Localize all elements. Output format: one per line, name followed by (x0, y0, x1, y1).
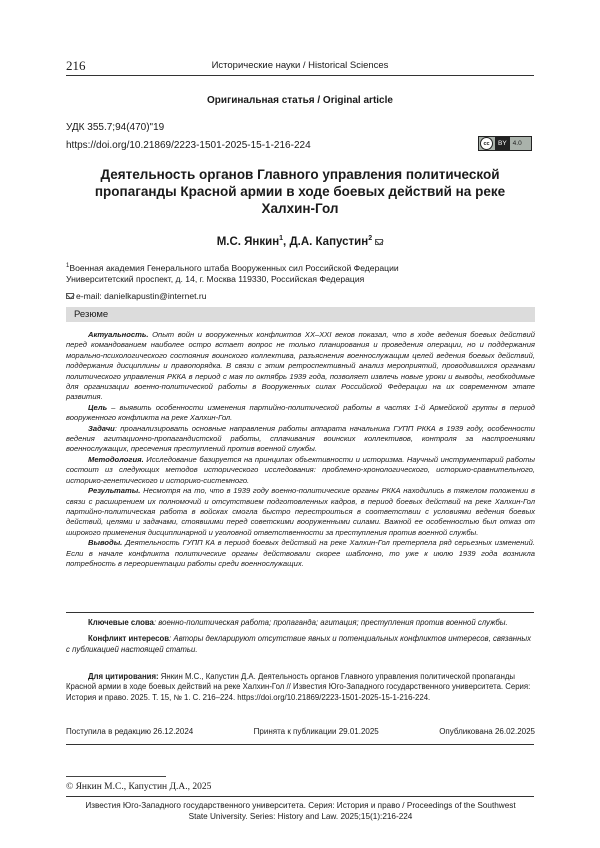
footer-line: State University. Series: History and Law. 2025;15(1):216-224 (188, 812, 413, 821)
abstract-rule (66, 612, 534, 613)
section-text: Опыт войн и вооруженных конфликтов XX–XXI веков показал, что в ходе ведения боевых действий перед командованием наиболее остро встает вопрос не только планирования и проведения операции, но и поддержания морально-психологического состояния воинского коллектива, разъяснения военнослужащим целей ведения боевых действий, поддержания дисциплины и правопорядка. В связи с этим ретроспективный анализ мероприятий, проводившихся органами политического управления РККА в период с мая по октябрь 1939 года, позволяет извлечь новые уроки и выводы, необходимые для организации военно-политической работы в Вооруженных силах Российской Федерации на их современном этапе развития. (66, 330, 535, 402)
footer-line: Известия Юго-Западного государственного университета. Серия: История и право / Proceedings of the Southwest (85, 801, 516, 810)
date-received: Поступила в редакцию 26.12.2024 (66, 727, 194, 736)
abstract-body (66, 330, 535, 569)
keywords-label: Ключевые слова (88, 618, 154, 627)
citation-text: Янкин М.С., Капустин Д.А. Деятельность органов Главного управления политической пропаганды Красной армии в ходе боевых действий на реке Халхин-Гол // Известия Юго-Западного государственного университета. Серия: История и право. 2025. Т. 15, № 1. С. 216–224. https://doi.org/10.21869/2223-1501-2025-15-1-216-224. (66, 672, 531, 702)
section-text: Исследование базируется на принципах объективности и историзма. Научный инструментарий работы состоит из следующих методов исторического исследования: проблемно-хронологического, историко-сравнительного, историко-генетического и историко-системного. (66, 454, 535, 485)
citation-block (66, 672, 535, 703)
copyright: © Янкин М.С., Капустин Д.А., 2025 (66, 782, 212, 792)
keywords-block (66, 618, 535, 661)
by-label: BY (495, 137, 510, 150)
citation-label: Для цитирования: (88, 672, 159, 681)
section-text: : проанализировать основные направления работы аппарата начальника ГУПП РККА в 1939 году, особенности ведения агитационно-пропагандистской работы, сплачивания воинских коллективов, контроля за настроениями военнослужащих, пресечения преступлений против военной службы. (66, 423, 535, 454)
abstract-paragraph (66, 403, 535, 424)
running-title: Исторические науки / Historical Sciences (211, 60, 389, 71)
citation (66, 672, 535, 703)
affiliation-address: Университетский проспект, д. 14, г. Москва 119330, Российская Федерация (66, 274, 365, 285)
author-name[interactable]: Д.А. Капустин (289, 235, 369, 248)
abstract-paragraph (66, 455, 535, 486)
udk-code: УДК 355.7;94(470)"19 (66, 122, 165, 133)
email-line (66, 291, 207, 301)
section-text: – выявить особенности изменения партийно-политической работы в частях 1-й Армейской группы в период вооруженного конфликта на реке Халхин-Гол. (66, 402, 535, 423)
keywords-text: : военно-политическая работа; пропаганда; агитация; преступления против военной службы. (153, 618, 508, 627)
header-rule (66, 75, 534, 76)
abstract-paragraph (66, 424, 535, 455)
envelope-icon (66, 293, 74, 299)
dates-row (66, 727, 535, 736)
author-name[interactable]: М.С. Янкин (216, 235, 280, 248)
affiliation-line: Военная академия Генерального штаба Вооруженных сил Российской Федерации (69, 262, 399, 273)
affiliation-sup: 1 (66, 263, 70, 269)
date-published: Опубликована 26.02.2025 (439, 727, 535, 736)
conflict-text: : Авторы декларируют отсутствие явных и потенциальных конфликтов интересов, связанных с публикацией настоящей статьи. (66, 634, 532, 654)
abstract-paragraph (66, 330, 535, 403)
license-version: 4.0 (512, 140, 522, 147)
affiliation (66, 261, 536, 286)
section-label: Методология. (88, 454, 144, 464)
footer-rule (66, 796, 534, 797)
section-label: Результаты. (88, 486, 141, 496)
keywords (66, 618, 535, 628)
authors: М.С. Янкин$^1$, Д.А. Капустин$^2$ (0, 235, 600, 248)
doi-link[interactable]: https://doi.org/10.21869/2223-1501-2025-15-1-216-224 (66, 140, 311, 151)
section-label: Задачи (88, 423, 115, 433)
section-label: Актуальность. (88, 330, 149, 339)
author-sup: 1 (279, 235, 284, 242)
abstract-paragraph (66, 486, 535, 538)
copyright-rule (66, 776, 166, 777)
article-type: Оригинальная статья / Original article (207, 95, 393, 106)
cc-license-badge[interactable] (478, 136, 532, 151)
cc-icon: cc (480, 137, 493, 150)
conflict-label: Конфликт интересов (88, 634, 170, 644)
conflict-of-interest (66, 634, 535, 655)
section-text: Несмотря на то, что в 1939 году военно-политические органы РККА находились в тяжелом положении в связи с расширением их полномочий и отсутствием подготовленных кадров, в период боевых действий на реке Халхин-Гол партийно-политическая работа в войсках смогла быстро перестроиться в соответствии с условиями ведения боевых действий, целями и задачами, стоявшими перед советскими вооруженными силами. Важной ее особенностью был отказ от широкого применения дисциплинарной и уголовной ответственности за преступления против военной службы. (66, 486, 535, 537)
author-sup: 2 (368, 235, 373, 242)
page-number: 216 (66, 58, 86, 73)
abstract-paragraph (66, 538, 535, 569)
date-accepted: Принята к публикации 29.01.2025 (253, 727, 379, 736)
dates-rule (66, 744, 534, 745)
email-address[interactable]: e-mail: danielkapustin@internet.ru (76, 291, 207, 301)
envelope-icon (375, 239, 383, 245)
section-text: Деятельность ГУПП КА в период боевых действий на реке Халхин-Гол претерпела ряд серьезных изменений. Если в начале конфликта политические органы действовали скорее шаблонно, то уже к июлю 1939 года возникла потребность в переориентации работы среди военнослужащих. (66, 538, 535, 568)
article-title: Деятельность органов Главного управления политической пропаганды Красной армии в ходе боевых действий на реке Халхин-Гол (94, 167, 506, 216)
section-label: Цель (88, 402, 108, 412)
section-label: Выводы. (88, 538, 123, 548)
abstract-heading: Резюме (66, 307, 535, 322)
journal-footer (66, 800, 535, 822)
